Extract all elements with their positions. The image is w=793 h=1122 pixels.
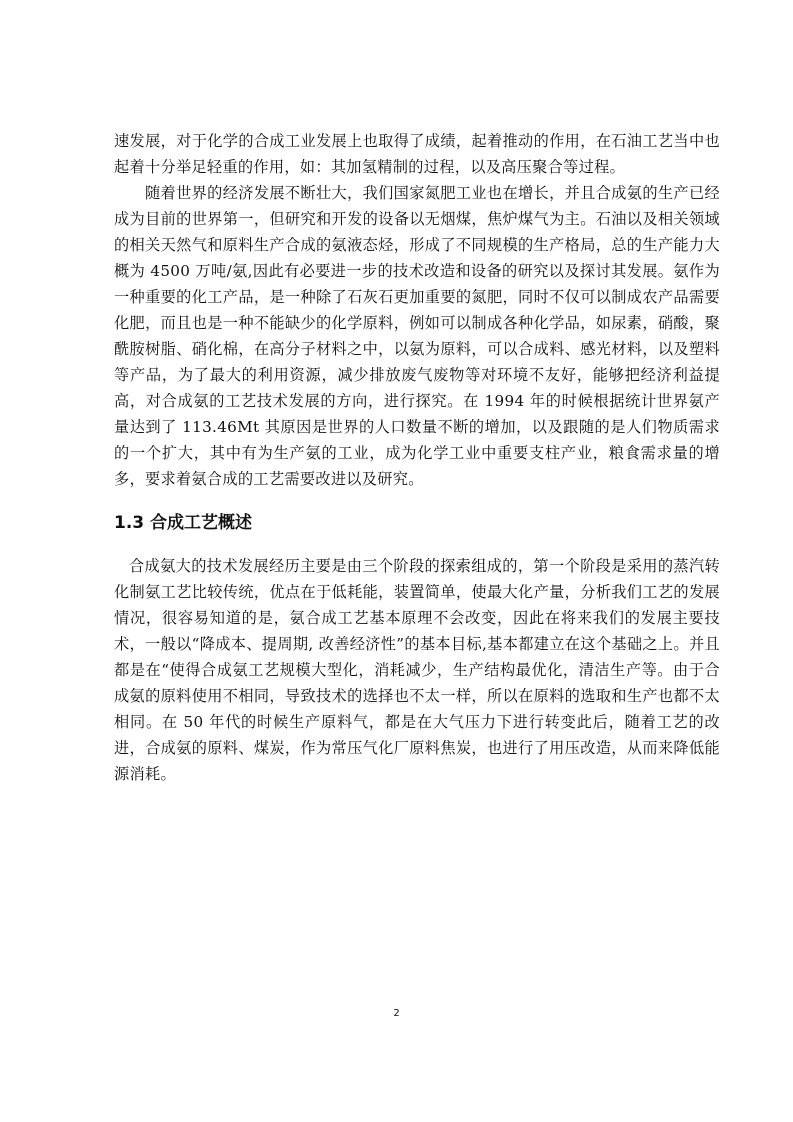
- paragraph-process-overview: 合成氨大的技术发展经历主要是由三个阶段的探索组成的，第一个阶段是采用的蒸汽转化制氨工艺比较传统，优点在于低耗能，装置简单，使最大化产量，分析我们工艺的发展情况，很容易知道的是，氨合成工艺基本原理不会改变，因此在将来我们的发展主要技术，一般以“降成本、提周期, 改善经济性”的基本目标,基本都建立在这个基础之上。并且都是在“使得合成氨工艺规模大型化，消耗减少，生产结构最优化，清洁生产等。由于合成氨的原料使用不相同，导致技术的选择也不太一样，所以在原料的选取和生产也都不太相同。在 50 年代的时候生产原料气，都是在大气压力下进行转变此后，随着工艺的改进，合成氨的原料、煤炭，作为常压气化厂原料焦炭，也进行了用压改造，从而来降低能源消耗。: [114, 557, 720, 783]
- paragraph-ammonia-industry: 随着世界的经济发展不断壮大，我们国家氮肥工业也在增长，并且合成氨的生产已经成为目前的世界第一，但研究和开发的设备以无烟煤，焦炉煤气为主。石油以及相关领域的相关天然气和原料生产合成的氨液态烃，形成了不同规模的生产格局，总的生产能力大概为 4500 万吨/氨,因此有必要进一步的技术改造和设备的研究以及探讨其发展。氨作为一种重要的化工产品，是一种除了石灰石更加重要的氮肥，同时不仅可以制成农产品需要 化肥，而且也是一种不能缺少的化学原料，例如可以制成各种化学品，如尿素，硝酸，聚酰胺树脂、硝化棉，在高分子材料之中，以氨为原料，可以合成料、感光材料，以及塑料等产品，为了最大的利用资源，减少排放废气废物等对环境不友好，能够把经济利益提高，对合成氨的工艺技术发展的方向，进行探究。在 1994 年的时候根据统计世界氨产量达到了 113.46Mt 其原因是世界的人口数量不断的增加，以及跟随的是人们物质需求的一个扩大，其中有为生产氨的工业，成为化学工业中重要支柱产业，粮食需求量的增多，要求着氨合成的工艺需要改进以及研究。: [114, 184, 720, 488]
- page-number: 2: [393, 1008, 400, 1019]
- section-heading: 1.3 合成工艺概述: [114, 513, 253, 533]
- paragraph-continuation: 速发展，对于化学的合成工业发展上也取得了成绩，起着推动的作用，在石油工艺当中也起着十分举足轻重的作用，如：其加氢精制的过程，以及高压聚合等过程。: [114, 132, 720, 176]
